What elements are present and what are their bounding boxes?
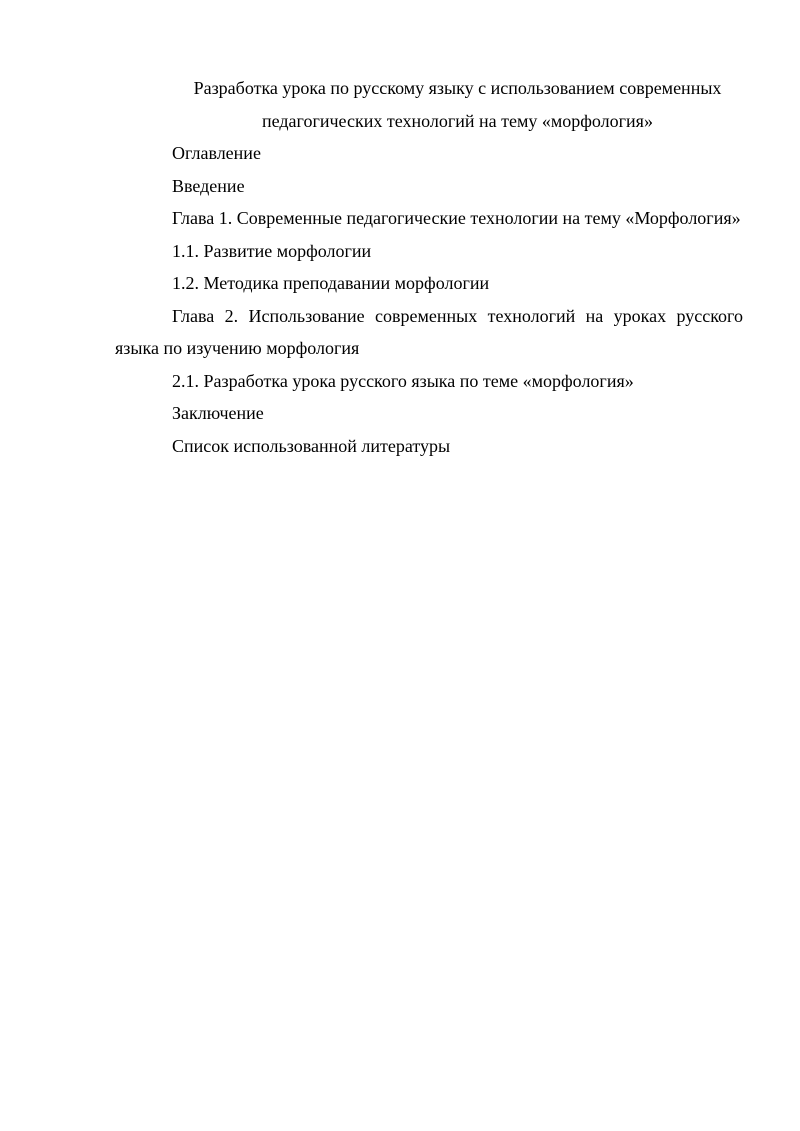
toc-item-chapter-1: Глава 1. Современные педагогические технологии на тему «Морфология»	[172, 208, 741, 228]
toc-item-conclusion: Заключение	[172, 403, 264, 423]
toc-item-section-1-2: 1.2. Методика преподавании морфологии	[172, 273, 490, 293]
document-body	[115, 72, 743, 462]
title-line-2: педагогических технологий на тему «морфология»	[262, 110, 653, 131]
document-title	[115, 72, 743, 137]
title-line-1: Разработка урока по русскому языку с использованием современных	[193, 78, 722, 98]
toc-item-section-1-1: 1.1. Развитие морфологии	[172, 240, 372, 261]
toc-item-bibliography: Список использованной литературы	[172, 435, 451, 456]
toc-item-introduction: Введение	[172, 175, 245, 196]
toc-item-section-2-1: 2.1. Разработка урока русского языка по теме «морфология»	[172, 370, 634, 391]
toc-heading: Оглавление	[172, 143, 261, 163]
toc-item-chapter-2: Глава 2. Использование современных технологий на уроках русского языка по изучению морфология	[115, 305, 743, 358]
